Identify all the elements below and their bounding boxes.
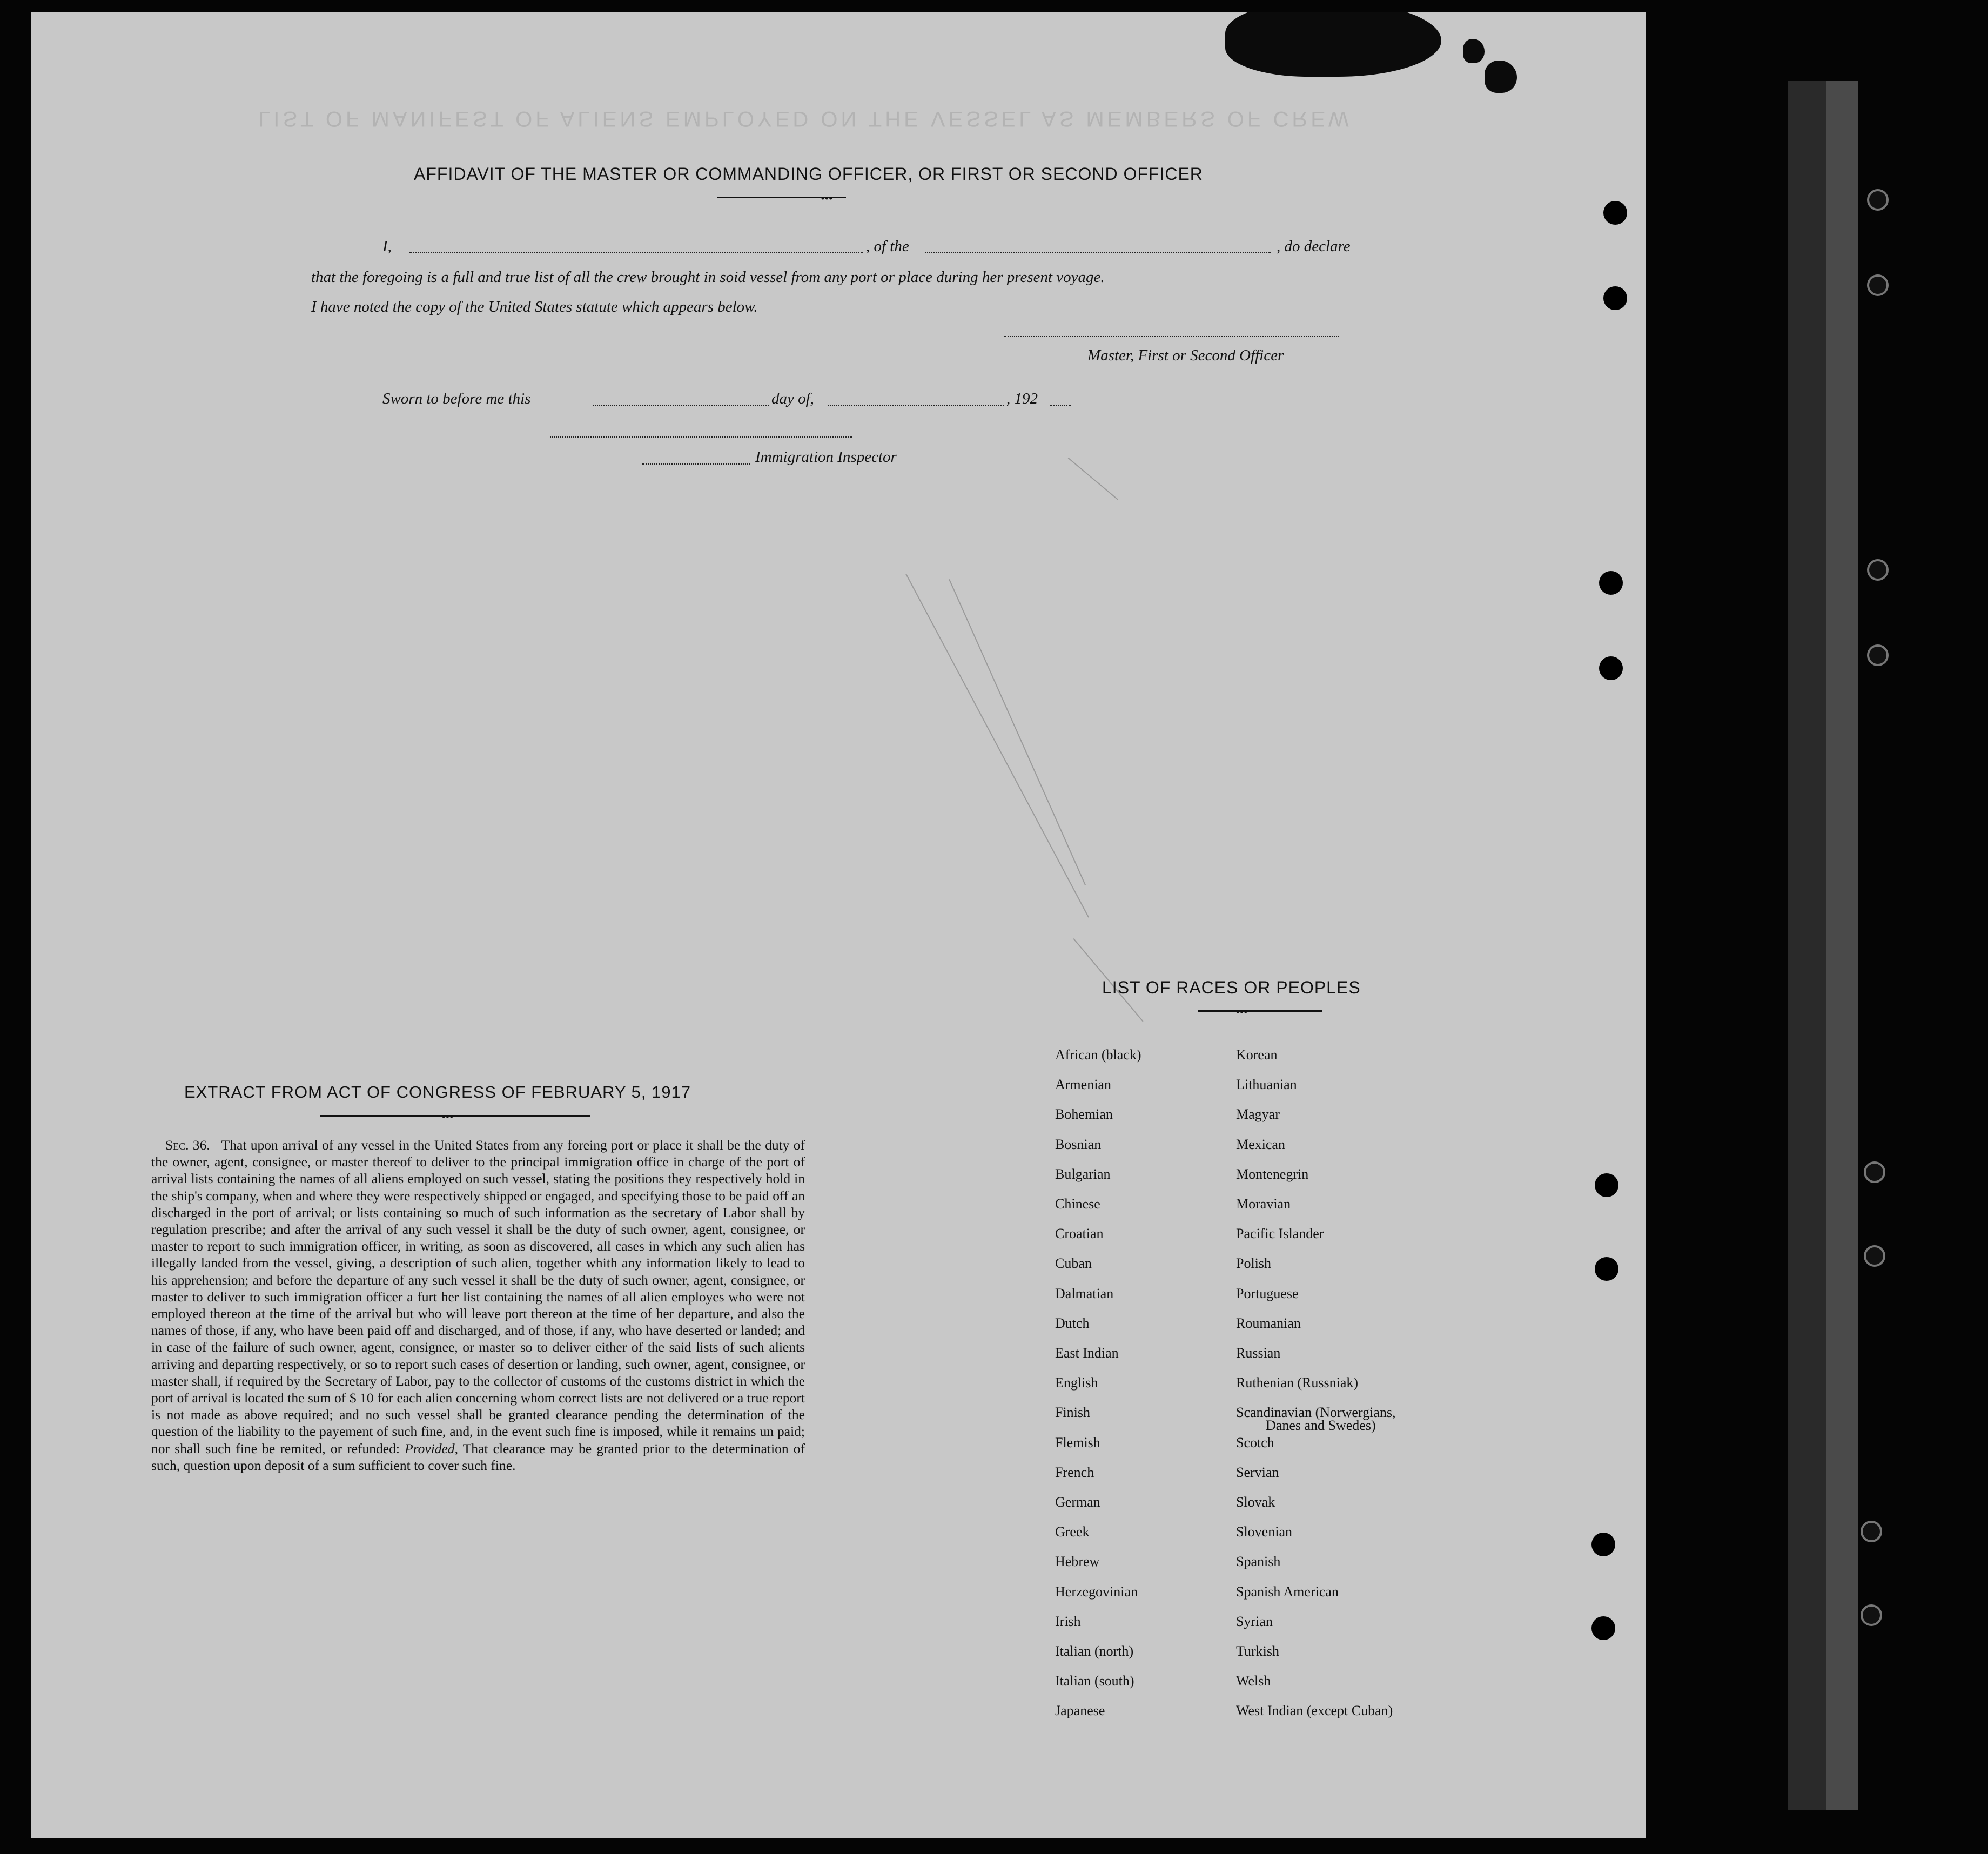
- race-item: Hebrew: [1055, 1554, 1100, 1570]
- race-item: Bulgarian: [1055, 1166, 1111, 1182]
- sworn-prefix: Sworn to before me this: [382, 390, 531, 407]
- extract-title: EXTRACT FROM ACT OF CONGRESS OF FEBRUARY 5, 1917: [184, 1083, 691, 1101]
- race-item: Polish: [1236, 1255, 1272, 1272]
- ink-stain: [1463, 39, 1485, 63]
- race-item: Spanish: [1236, 1554, 1281, 1570]
- race-item: Ruthenian (Russniak): [1236, 1375, 1359, 1391]
- race-item: Italian (north): [1055, 1643, 1134, 1659]
- race-item: Slovak: [1236, 1494, 1275, 1510]
- divider-dots: •••: [442, 1111, 454, 1122]
- punch-hole: [1591, 1616, 1615, 1640]
- race-item: Montenegrin: [1236, 1166, 1309, 1182]
- vessel-field[interactable]: [925, 252, 1271, 253]
- race-item: Armenian: [1055, 1077, 1111, 1093]
- sworn-month-field[interactable]: [828, 405, 1004, 406]
- binder-strip: [1788, 81, 1826, 1810]
- race-item: German: [1055, 1494, 1100, 1510]
- pencil-mark: [1068, 458, 1118, 500]
- punch-hole: [1599, 571, 1623, 595]
- extract-body: [151, 1137, 805, 1474]
- binder-ring: [1864, 1161, 1885, 1183]
- divider-dots: •••: [1236, 1006, 1248, 1017]
- race-item: African (black): [1055, 1047, 1141, 1063]
- race-item: Greek: [1055, 1524, 1090, 1540]
- ink-stain: [1485, 61, 1517, 93]
- binder-ring: [1867, 189, 1889, 211]
- race-item: French: [1055, 1464, 1094, 1480]
- race-item: Mexican: [1236, 1136, 1285, 1152]
- race-item: Herzegovinian: [1055, 1583, 1138, 1600]
- race-item: Lithuanian: [1236, 1077, 1297, 1093]
- punch-hole: [1599, 656, 1623, 680]
- race-item: Cuban: [1055, 1255, 1092, 1272]
- proviso-text: That clearance may be granted prior to the determination of such, question upon deposit of a sum sufficient to cover such fine.: [151, 1440, 805, 1473]
- punch-hole: [1595, 1173, 1618, 1197]
- race-item: Flemish: [1055, 1434, 1100, 1450]
- race-item: Japanese: [1055, 1703, 1105, 1719]
- binder-ring: [1867, 644, 1889, 666]
- race-item: Roumanian: [1236, 1315, 1301, 1331]
- race-item: Dutch: [1055, 1315, 1090, 1331]
- race-item: Portuguese: [1236, 1285, 1299, 1301]
- inspector-label: Immigration Inspector: [755, 448, 897, 466]
- binder-ring: [1861, 1521, 1882, 1542]
- race-item: Slovenian: [1236, 1524, 1292, 1540]
- race-item: Croatian: [1055, 1226, 1104, 1242]
- sworn-day-field[interactable]: [593, 405, 769, 406]
- divider-dots: •••: [821, 193, 833, 204]
- race-item: Spanish American: [1236, 1583, 1339, 1600]
- pencil-mark: [949, 579, 1086, 885]
- race-item: Russian: [1236, 1345, 1281, 1361]
- sworn-year-label: , 192: [1006, 390, 1038, 407]
- name-field[interactable]: [409, 252, 863, 253]
- affidavit-title: AFFIDAVIT OF THE MASTER OR COMMANDING OFFICER, OR FIRST OR SECOND OFFICER: [414, 164, 1203, 184]
- binder-ring: [1864, 1245, 1885, 1267]
- affidavit-i: I,: [382, 238, 392, 255]
- ink-stain: [1225, 12, 1441, 77]
- affidavit-of-the: , of the: [866, 238, 909, 255]
- punch-hole: [1603, 286, 1627, 310]
- race-item: Syrian: [1236, 1613, 1273, 1629]
- proviso-word: Provided,: [405, 1440, 459, 1456]
- signature-label: Master, First or Second Officer: [1087, 347, 1284, 364]
- affidavit-line3: I have noted the copy of the United States statute which appears below.: [311, 298, 758, 315]
- punch-hole: [1595, 1257, 1618, 1281]
- inspector-signature-field[interactable]: [550, 436, 852, 438]
- race-item: Irish: [1055, 1613, 1081, 1629]
- punch-hole: [1591, 1533, 1615, 1556]
- binder-ring: [1867, 274, 1889, 296]
- binder-ring: [1867, 559, 1889, 581]
- race-item: Finish: [1055, 1405, 1091, 1421]
- sworn-day-label: day of,: [771, 390, 814, 407]
- race-item: Scandinavian (Norwergians,: [1236, 1405, 1396, 1421]
- bleed-through-text: LIST OF MANIFEST OF ALIENS EMPLOYED ON THE VESSEL AS MEMBERS OF CREW: [258, 107, 1352, 131]
- race-item: Danes and Swedes): [1266, 1418, 1376, 1434]
- binder-ring: [1861, 1604, 1882, 1626]
- signature-field[interactable]: [1004, 336, 1339, 337]
- race-item: West Indian (except Cuban): [1236, 1703, 1393, 1719]
- race-item: Italian (south): [1055, 1673, 1134, 1689]
- race-item: Scotch: [1236, 1434, 1274, 1450]
- inspector-signature-field-2[interactable]: [642, 464, 750, 465]
- race-item: Korean: [1236, 1047, 1278, 1063]
- race-item: Servian: [1236, 1464, 1279, 1480]
- race-item: Moravian: [1236, 1196, 1291, 1212]
- race-item: Welsh: [1236, 1673, 1271, 1689]
- sworn-year-field[interactable]: [1050, 405, 1071, 406]
- races-title: LIST OF RACES OR PEOPLES: [1102, 978, 1361, 997]
- document-page: [31, 12, 1646, 1838]
- race-item: English: [1055, 1375, 1098, 1391]
- race-item: Magyar: [1236, 1106, 1280, 1123]
- race-item: Bosnian: [1055, 1136, 1102, 1152]
- race-item: Chinese: [1055, 1196, 1100, 1212]
- divider: [1198, 1010, 1322, 1012]
- race-item: Turkish: [1236, 1643, 1279, 1659]
- divider: [320, 1115, 590, 1117]
- race-item: Pacific Islander: [1236, 1226, 1324, 1242]
- affidavit-line2: that the foregoing is a full and true list of all the crew brought in soid vessel from any port or place during her present voyage.: [311, 268, 1105, 286]
- section-label: Sec. 36.: [165, 1137, 210, 1153]
- punch-hole: [1603, 201, 1627, 225]
- race-item: East Indian: [1055, 1345, 1119, 1361]
- race-item: Dalmatian: [1055, 1285, 1114, 1301]
- affidavit-do-declare: , do declare: [1277, 238, 1351, 255]
- binder-strip-edge: [1826, 81, 1858, 1810]
- race-item: Bohemian: [1055, 1106, 1113, 1123]
- section-text: That upon arrival of any vessel in the United States from any foreing port or place it shall be the duty of the owner, agent, consignee, or master thereof to deliver to the principal immigration office in charge of the port of arrival lists containing the names of all aliens employed on such vessel, stating the positions they respectively hold in the ship's company, when and where they were respectively shipped or engaged, and specifying those to be paid off an discharged in the port of arrival; or lists containing so much of such information as the secretary of Labor shall by regulation prescribe; and after the arrival of any such vessel it shall be the duty of such owner, agent, consignee, or master to report to such immigration officer, in writing, as soon as discovered, all cases in which any such alien has illegally landed from the vessel, giving, a description of such alien, together whith any information likely to lead to his apprehension; and before the departure of any such vessel it shall be the duty of such owner, agent, consignee, or master to deliver to such immigration officer a furt her list containing the names of all alien employes who were not employed thereon at the time of the arrival but who will leave port thereon at the time of her departure, and also the names of those, if any, who have been paid off and discharged, and of those, if any, who have deserted or landed; and in case of the failure of such owner, agent, consignee, or master so to deliver either of the said lists of such alients arriving and departing respectively, or so to report such cases of desertion or landing, such owner, agent, consignee, or master shall, if required by the Secretary of Labor, pay to the collector of customs of the customs district in which the port of arrival is located the sum of $ 10 for each alien concerning whom correct lists are not delivered or a true report is not made as above required; and no such vessel shall be granted clearance pending the determination of the question of the liability to the payement of such fine, and, in the event such fine is imposed, while it remains un paid; nor shall such fine be remited, or refunded:: [151, 1137, 805, 1456]
- pencil-mark: [905, 574, 1089, 918]
